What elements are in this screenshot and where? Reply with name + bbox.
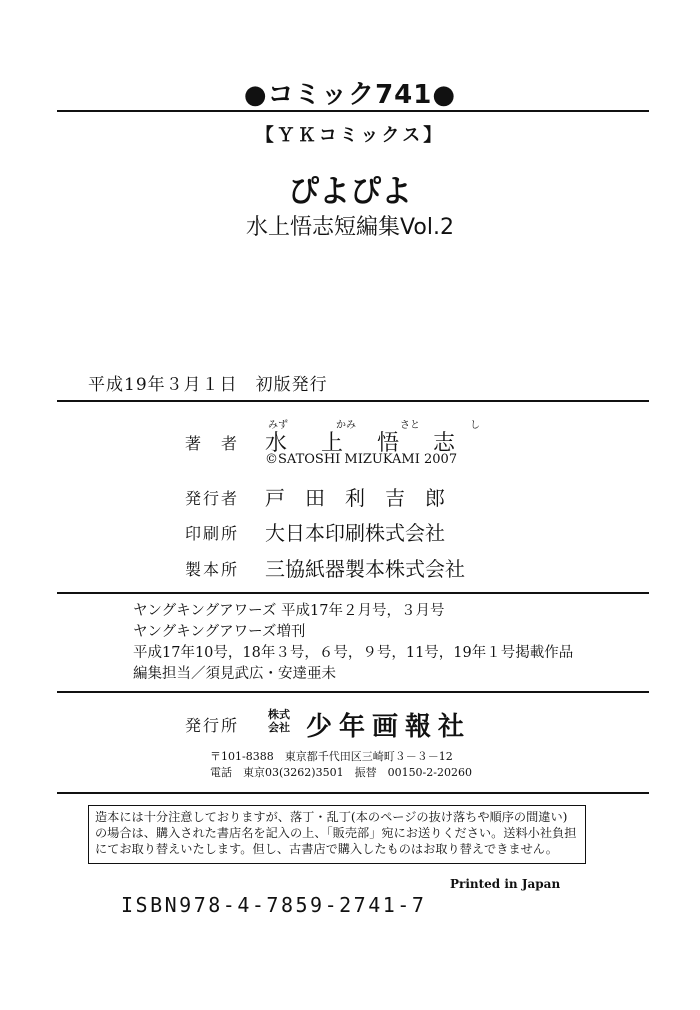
replacement-notice: 造本には十分注意しておりますが、落丁・乱丁(本のページの抜け落ちや順序の間違い)の場合は、購入された書店名を記入の上、「販売部」宛にお送りください。送料小社負担にてお取り替えいたします。但し、古書店で購入したものはお取り替えできません。 (88, 805, 586, 864)
pubinfo-line: 平成17年10号，18年３号，６号，９号，11号，19年１号掲載作品 (133, 645, 574, 661)
publication-info (133, 601, 573, 685)
author-name: 水 上 悟 志 (265, 431, 462, 456)
ruby-2: かみ (336, 420, 356, 431)
author-label: 著 者 (185, 434, 240, 453)
printed-in: Printed in Japan (450, 877, 561, 891)
binder-label: 製本所 (185, 560, 240, 579)
credits-rule (57, 592, 649, 594)
imprint-label: 【ＹＫコミックス】 (255, 125, 445, 146)
edition-rule (57, 400, 649, 402)
publisher-person: 戸 田 利 吉 郎 (265, 486, 445, 510)
company-type: 株式会社 (268, 708, 290, 734)
book-subtitle: 水上悟志短編集Vol.2 (246, 215, 454, 240)
pubinfo-line: ヤングキングアワーズ増刊 (133, 624, 306, 640)
top-rule (57, 110, 649, 112)
publisher-person-label: 発行者 (185, 489, 240, 508)
edition-date: 平成19年３月１日 初版発行 (88, 375, 328, 395)
publisher-rule (57, 792, 649, 794)
publisher-name: 少年画報社 (306, 712, 472, 742)
isbn: ISBN978-4-7859-2741-7 (121, 893, 427, 917)
pubinfo-line: ヤングキングアワーズ 平成17年２月号，３月号 (133, 603, 445, 619)
publisher-label: 発行所 (185, 716, 240, 735)
address-line: 〒101-8388 東京都千代田区三崎町３－３－12 (210, 750, 453, 763)
ruby-1: みず (268, 420, 288, 431)
book-title: ぴよぴよ (288, 174, 412, 210)
binder-name: 三協紙器製本株式会社 (265, 557, 465, 581)
series-title: ●コミック741● (243, 80, 457, 110)
pubinfo-rule (57, 691, 649, 693)
printer-name: 大日本印刷株式会社 (265, 521, 445, 545)
pubinfo-line: 編集担当／須見武広・安達亜未 (133, 666, 336, 682)
ruby-4: し (470, 420, 480, 431)
copyright: ©SATOSHI MIZUKAMI 2007 (265, 452, 458, 467)
address-line: 電話 東京03(3262)3501 振替 00150-2-20260 (210, 766, 472, 779)
printer-label: 印刷所 (185, 524, 240, 543)
publisher-address (210, 749, 472, 781)
ruby-3: さと (400, 420, 420, 431)
